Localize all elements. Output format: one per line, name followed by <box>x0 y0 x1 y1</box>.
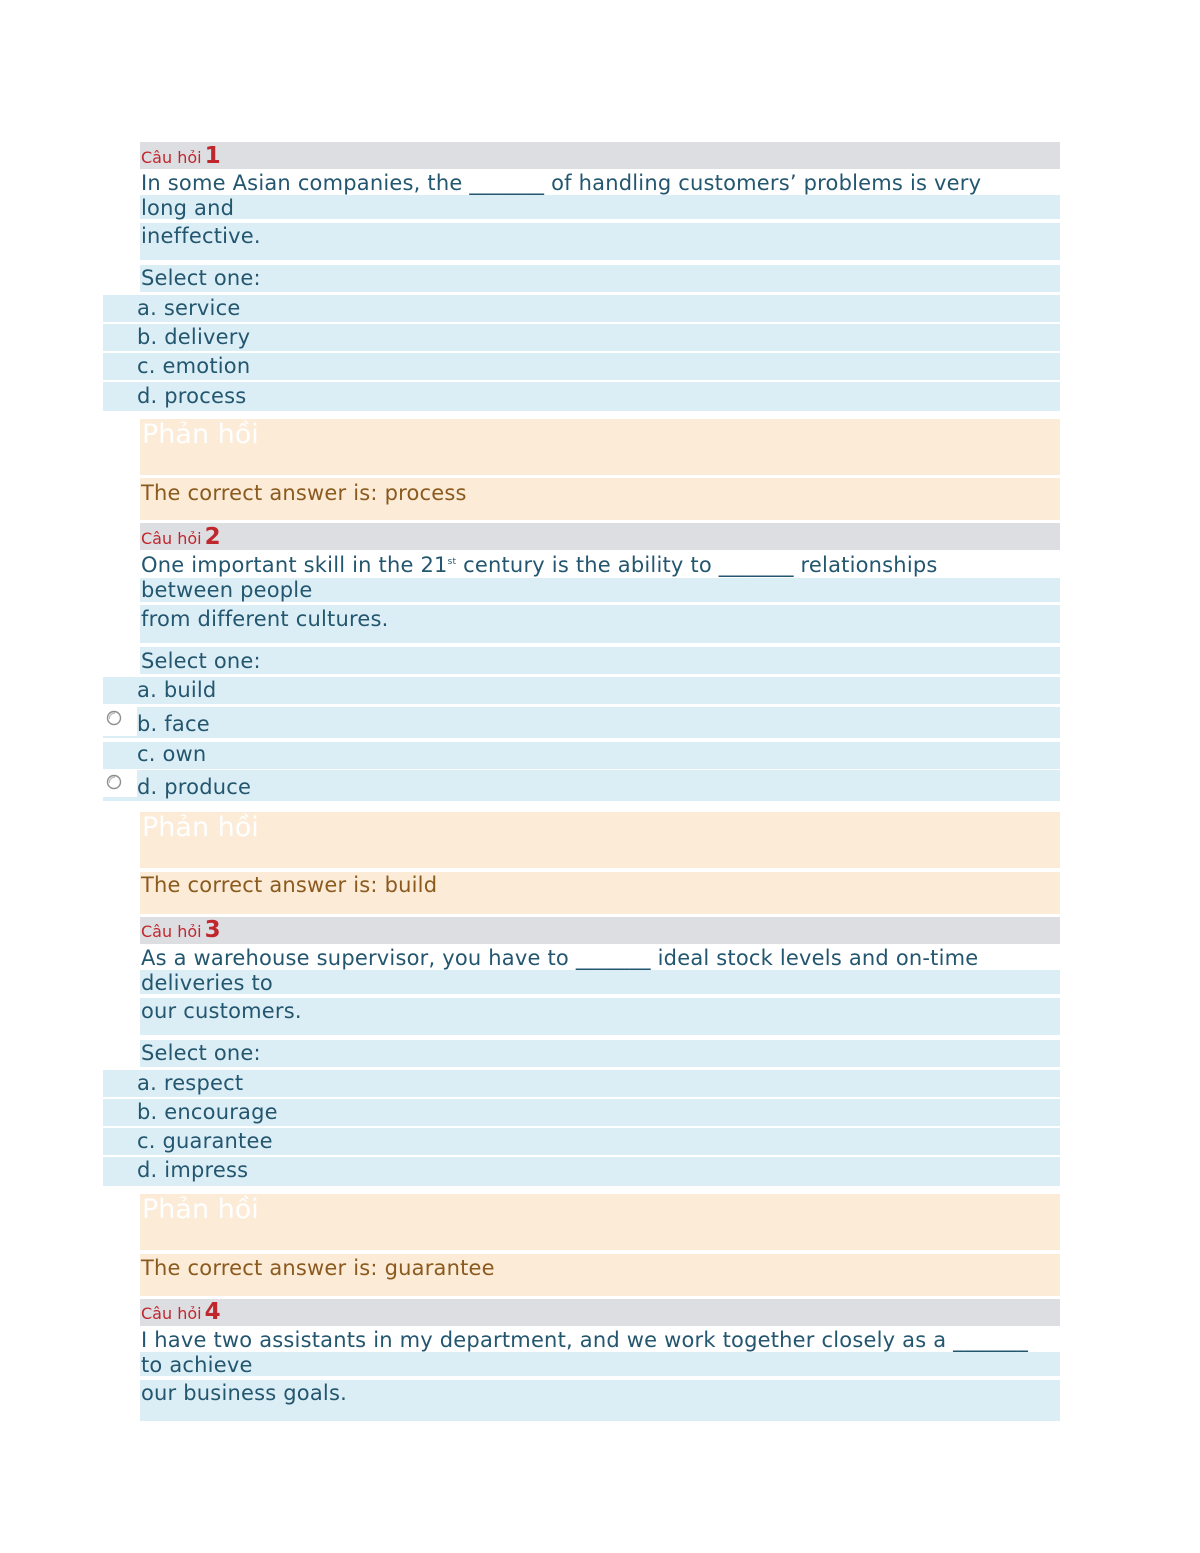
question-stem-line: from different cultures. <box>141 607 389 631</box>
question-label <box>141 524 221 550</box>
option-row[interactable] <box>103 1070 1060 1097</box>
question-stem-line: deliveries to <box>141 971 273 995</box>
option-label[interactable]: b. encourage <box>137 1100 278 1124</box>
option-label[interactable]: a. service <box>137 296 241 320</box>
question-stem-bg <box>140 195 1060 219</box>
option-label[interactable]: c. emotion <box>137 354 251 378</box>
select-one-label: Select one: <box>141 266 261 290</box>
stem-text-part: century is the ability to _______ relationships <box>456 553 938 577</box>
option-row[interactable] <box>103 677 1060 704</box>
select-one-label: Select one: <box>141 649 261 673</box>
question-stem-line: between people <box>141 578 313 602</box>
select-one-row <box>140 265 1060 292</box>
question-label <box>141 1299 221 1325</box>
radio-button-icon[interactable] <box>106 710 122 726</box>
superscript-st: st <box>447 557 457 567</box>
question-label <box>141 143 221 169</box>
stem-text-part: One important skill in the 21 <box>141 553 448 577</box>
select-one-label: Select one: <box>141 1041 261 1065</box>
question-stem-line: to achieve <box>141 1353 253 1377</box>
question-header <box>140 142 1060 169</box>
question-stem-bg <box>140 223 1060 260</box>
question-header <box>140 917 1060 944</box>
question-stem-line <box>141 553 938 577</box>
feedback-header <box>140 419 1060 475</box>
select-one-row <box>140 647 1060 674</box>
question-label-text: Câu hỏi <box>141 529 202 548</box>
question-number: 3 <box>204 917 221 943</box>
option-label[interactable]: a. build <box>137 678 217 702</box>
option-label[interactable]: d. produce <box>137 775 252 799</box>
question-stem-bg <box>140 1352 1060 1376</box>
option-label[interactable]: a. respect <box>137 1071 244 1095</box>
question-stem-line: our business goals. <box>141 1381 347 1405</box>
question-label <box>141 917 221 943</box>
feedback-header <box>140 1194 1060 1250</box>
option-label[interactable]: d. impress <box>137 1158 249 1182</box>
option-label[interactable]: b. delivery <box>137 325 251 349</box>
question-stem-line: ineffective. <box>141 224 261 248</box>
feedback-correct-answer: The correct answer is: build <box>141 873 438 897</box>
option-row[interactable] <box>103 382 1060 411</box>
question-number: 1 <box>204 143 221 169</box>
radio-button-icon[interactable] <box>106 774 122 790</box>
option-label[interactable]: b. face <box>137 712 210 736</box>
option-row[interactable] <box>103 295 1060 322</box>
option-row[interactable] <box>103 742 1060 769</box>
question-number: 4 <box>204 1299 221 1325</box>
select-one-row <box>140 1040 1060 1067</box>
question-label-text: Câu hỏi <box>141 148 202 167</box>
question-stem-bg <box>140 970 1060 994</box>
question-label-text: Câu hỏi <box>141 1304 202 1323</box>
feedback-title: Phản hồi <box>142 419 259 450</box>
question-header <box>140 523 1060 550</box>
option-row[interactable] <box>103 707 1060 738</box>
question-header <box>140 1299 1060 1326</box>
option-label[interactable]: c. guarantee <box>137 1129 273 1153</box>
feedback-header <box>140 812 1060 868</box>
question-number: 2 <box>204 524 221 550</box>
feedback-correct-answer: The correct answer is: guarantee <box>141 1256 495 1280</box>
question-stem-line: long and <box>141 196 235 220</box>
question-stem-line: our customers. <box>141 999 302 1023</box>
question-stem-line: As a warehouse supervisor, you have to _______ ideal stock levels and on-time <box>141 946 979 970</box>
feedback-title: Phản hồi <box>142 1194 259 1225</box>
option-label[interactable]: c. own <box>137 742 207 766</box>
question-stem-line: In some Asian companies, the _______ of handling customers’ problems is very <box>141 171 982 195</box>
feedback-title: Phản hồi <box>142 812 259 843</box>
option-label[interactable]: d. process <box>137 384 247 408</box>
feedback-correct-answer: The correct answer is: process <box>141 481 467 505</box>
question-label-text: Câu hỏi <box>141 922 202 941</box>
question-stem-line: I have two assistants in my department, and we work together closely as a _______ <box>141 1328 1029 1352</box>
